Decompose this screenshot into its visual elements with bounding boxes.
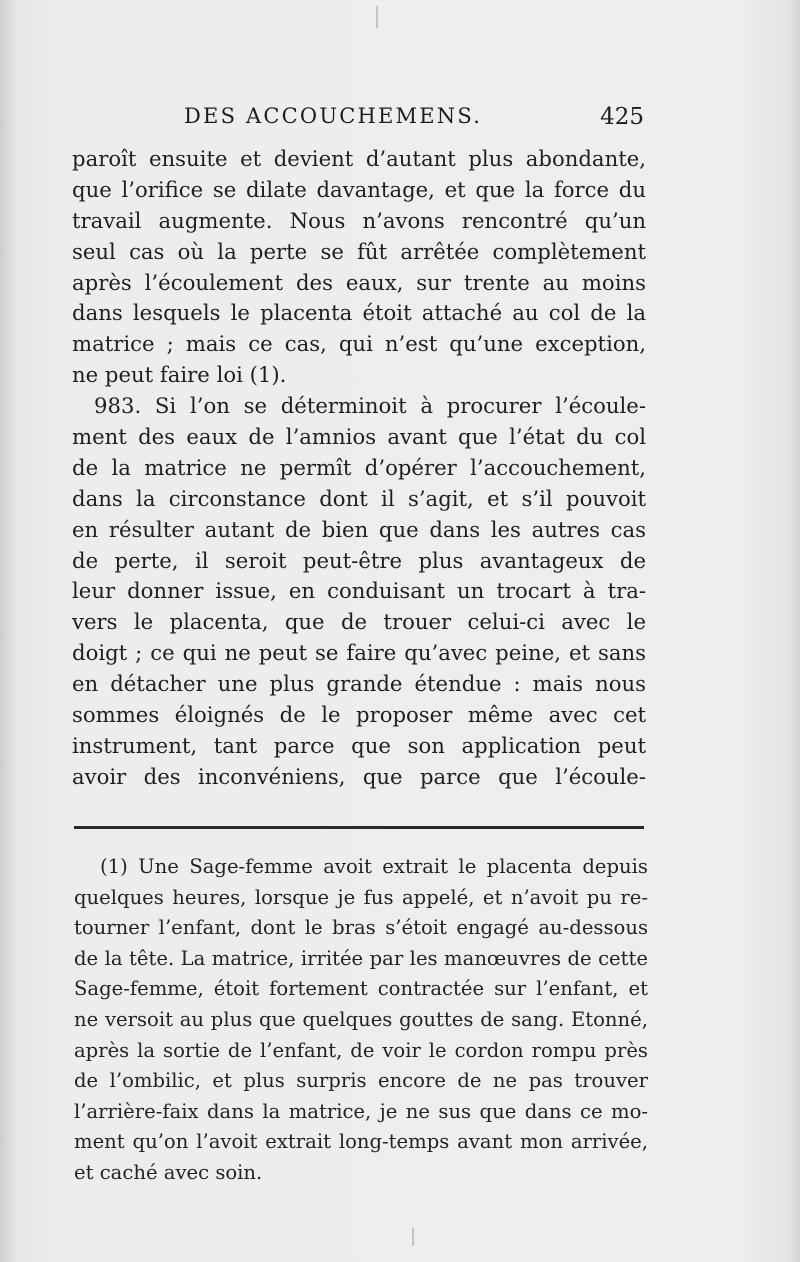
text-line: seul cas où la perte se fût arrêtée complètement (72, 238, 646, 264)
text-line: en résulter autant de bien que dans les autres cas (72, 516, 646, 542)
footnote-line: quelques heures, lorsque je fus appelé, et n’avoit pu re- (74, 885, 648, 909)
text-line: de perte, il seroit peut-être plus avantageux de (72, 547, 646, 573)
footnote-line: ment qu’on l’avoit extrait long-temps avant mon arrivée, (74, 1130, 648, 1154)
text-line: dans la circonstance dont il s’agit, et s’il pouvoit (72, 485, 646, 511)
footnote-rule (74, 826, 644, 829)
footnote-line: après la sortie de l’enfant, de voir le cordon rompu près (74, 1038, 648, 1062)
running-title: DES ACCOUCHEMENS. (184, 104, 483, 128)
footnote-line: tourner l’enfant, dont le bras s’étoit engagé au-dessous (74, 916, 648, 940)
text-line: en détacher une plus grande étendue : mais nous (72, 671, 646, 697)
running-head (184, 104, 644, 136)
text-line: 983. Si l’on se déterminoit à procurer l’écoule- (94, 393, 646, 419)
text-line: après l’écoulement des eaux, sur trente au moins (72, 269, 646, 295)
text-line: paroît ensuite et devient d’autant plus abondante, (72, 146, 646, 171)
main-text (72, 144, 646, 793)
text-line: matrice ; mais ce cas, qui n’est qu’une exception, (72, 331, 646, 357)
footnote-line: Sage-femme, étoit fortement contractée sur l’enfant, et (74, 977, 648, 1001)
text-line: de la matrice ne permît d’opérer l’accouchement, (72, 454, 646, 480)
text-line: ment des eaux de l’amnios avant que l’état du col (72, 424, 646, 450)
text-line: sommes éloignés de le proposer même avec cet (72, 702, 646, 728)
text-line: avoir des inconvéniens, que parce que l’écoule- (72, 763, 646, 789)
footnote-line: ne versoit au plus que quelques gouttes de sang. Etonné, (74, 1007, 648, 1031)
paper-mark (376, 6, 378, 28)
footnote-line: de la tête. La matrice, irritée par les manœuvres de cette (74, 946, 648, 970)
text-line: travail augmente. Nous n’avons rencontré qu’un (72, 207, 646, 233)
text-line: que l’orifice se dilate davantage, et que la force du (72, 176, 646, 202)
paper-mark (412, 1228, 414, 1246)
text-line: leur donner issue, en conduisant un trocart à tra- (72, 578, 646, 604)
footnote-line: l’arrière-faix dans la matrice, je ne sus que dans ce mo- (74, 1099, 648, 1123)
text-line: instrument, tant parce que son application peut (72, 732, 646, 758)
text-line: dans lesquels le placenta étoit attaché au col de la (72, 300, 646, 326)
page-number: 425 (600, 104, 644, 130)
text-line: ne peut faire loi (1). (72, 362, 287, 388)
footnote-line: et caché avec soin. (74, 1160, 263, 1184)
footnote-line: (1) Une Sage-femme avoit extrait le placenta depuis (100, 855, 648, 878)
footnote (74, 852, 648, 1189)
text-line: doigt ; ce qui ne peut se faire qu’avec peine, et sans (72, 640, 646, 666)
footnote-line: de l’ombilic, et plus surpris encore de ne pas trouver (74, 1069, 648, 1093)
text-line: vers le placenta, que de trouer celui-ci avec le (72, 609, 646, 635)
